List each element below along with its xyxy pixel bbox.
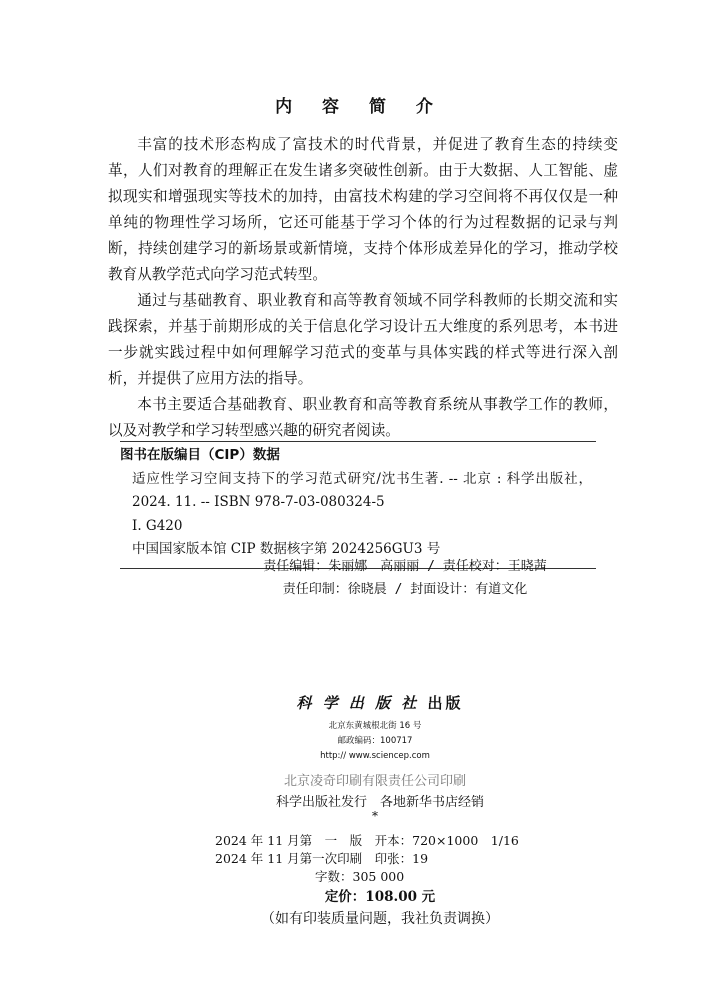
cip-data-block <box>120 441 596 569</box>
publisher-logo-text: 科 学 出 版 社 <box>296 694 420 712</box>
printer-name: 北京凌奇印刷有限责任公司印刷 <box>283 774 466 789</box>
staff-line: 责任印制：徐晓晨 / 封面设计：有道文化 <box>282 582 528 597</box>
page-title: 内 容 简 介 <box>275 97 445 117</box>
cip-record: 中国国家版本馆 CIP 数据核字第 2024256GU3 号 <box>132 541 441 557</box>
quality-notice: （如有印装质量问题，我社负责调换） <box>261 911 499 927</box>
summary-paragraph: 丰富的技术形态构成了富技术的时代背景，并促进了教育生态的持续变革，人们对教育的理解正在发生诸多突破性创新。由于大数据、人工智能、虚拟现实和增强现实等技术的加持，由富技术构建的学习空间将不再仅仅是一种单纯的物理性学习场所，它还可能基于学习个体的行为过程数据的记录与判断，持续创建学习的新场景或新情境，支持个体形成差异化的学习，推动学校教育从教学范式向学习范式转型。 <box>108 136 618 283</box>
summary-paragraph: 本书主要适合基础教育、职业教育和高等教育系统从事教学工作的教师，以及对教学和学习转型感兴趣的研究者阅读。 <box>108 396 618 439</box>
cip-title: 图书在版编目（CIP）数据 <box>120 447 280 463</box>
publisher-name <box>0 692 720 713</box>
content-summary <box>108 132 618 444</box>
publisher-website: http:// www.sciencep.com <box>320 751 430 761</box>
separator-star: * <box>372 809 378 823</box>
price: 定价：108.00 元 <box>324 889 436 905</box>
word-count: 字数：305 000 <box>315 869 405 884</box>
summary-paragraph: 通过与基础教育、职业教育和高等教育领域不同学科教师的长期交流和实践探索，并基于前期形成的关于信息化学习设计五大维度的系列思考，本书进一步就实践过程中如何理解学习范式的变革与具体实践的样式等进行深入剖析，并提供了应用方法的指导。 <box>108 292 618 387</box>
distribution-line: 科学出版社发行 各地新华书店经销 <box>275 795 484 810</box>
cip-entry: 适应性学习空间支持下的学习范式研究/沈书生著. -- 北京 : 科学出版社，2024. 11. -- ISBN 978-7-03-080324-5 <box>132 470 592 510</box>
cip-classification: Ⅰ. G420 <box>132 517 183 534</box>
publisher-suffix: 出版 <box>427 694 464 712</box>
edition-line: 2024 年 11 月第 一 版 开本：720×1000 1/16 <box>215 833 519 848</box>
staff-credits <box>0 555 720 601</box>
publisher-address: 北京东黄城根北街 16 号 <box>328 721 422 731</box>
publisher-postcode: 邮政编码：100717 <box>337 736 413 746</box>
publisher-info <box>0 692 720 930</box>
staff-line: 责任编辑：朱丽娜 高丽丽 / 责任校对：王晓茜 <box>263 559 547 574</box>
printing-line: 2024 年 11 月第一次印刷 印张：19 <box>215 851 429 866</box>
